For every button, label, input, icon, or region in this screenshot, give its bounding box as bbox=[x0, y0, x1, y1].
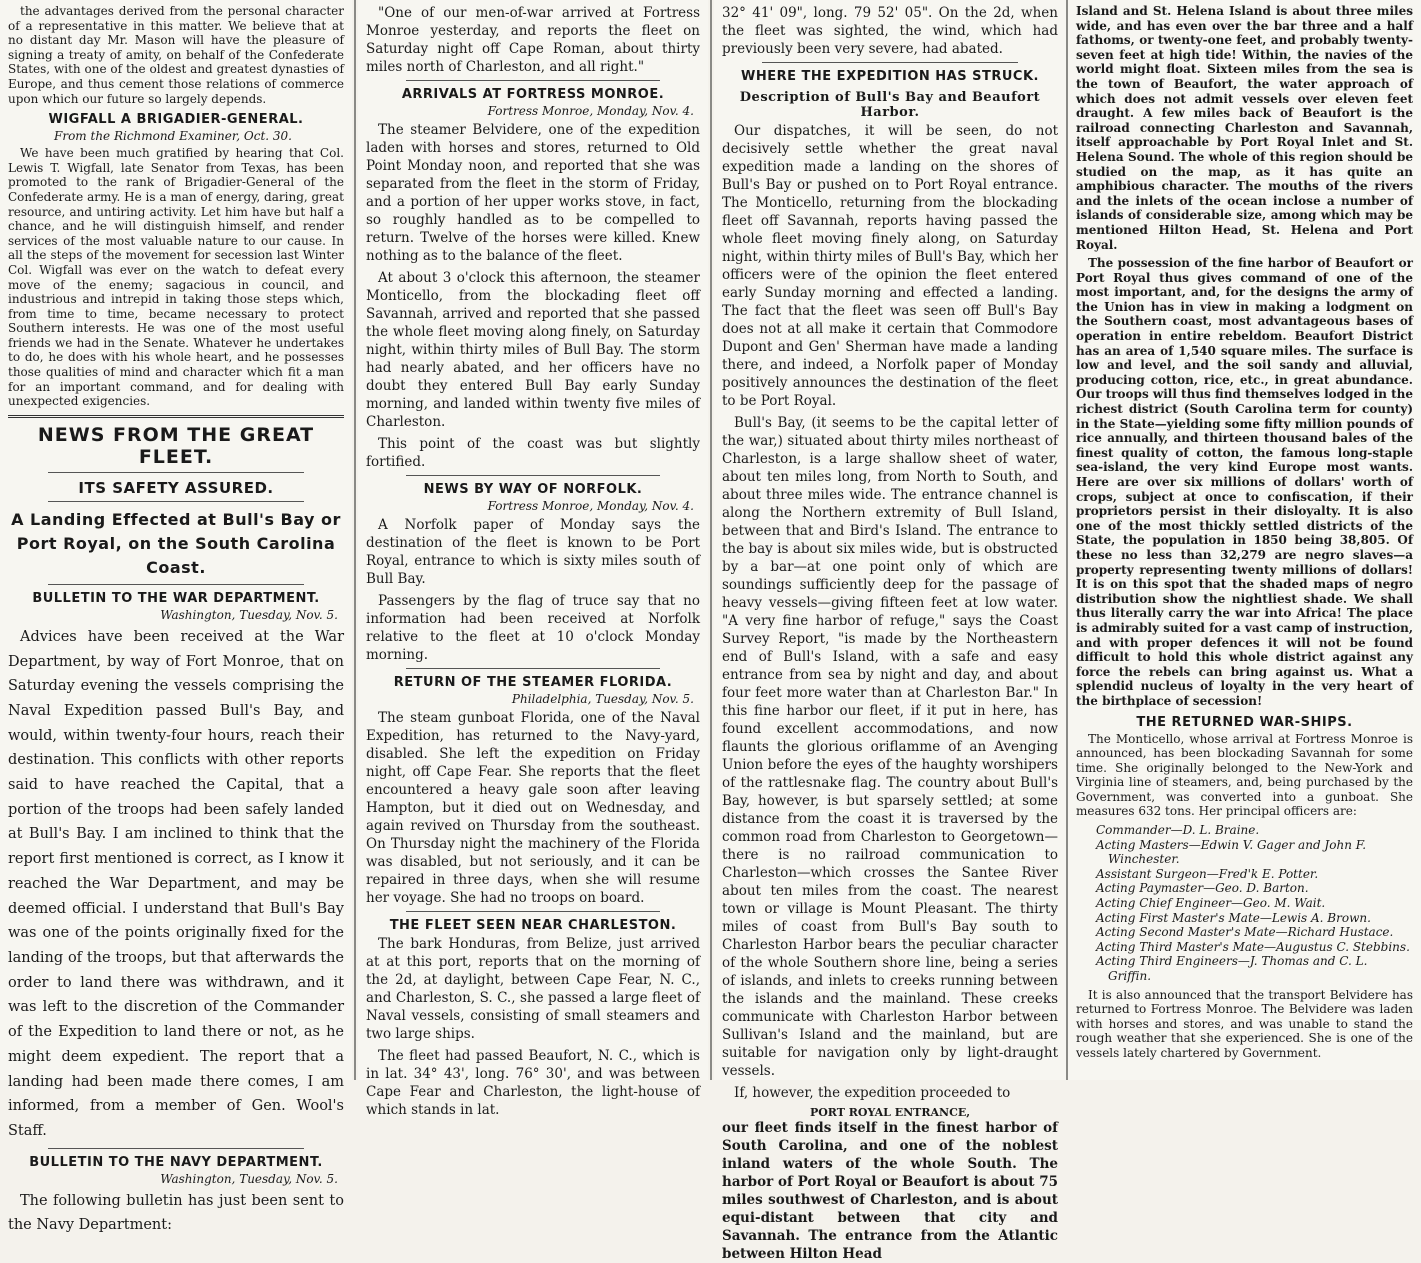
bulletin-war-dateline: Washington, Tuesday, Nov. 5. bbox=[160, 607, 338, 622]
wigfall-article: We have been much gratified by hearing that Col. Lewis T. Wigfall, late Senator from Texas, has been promoted to the rank of Brigadier-General of the Confederate army. He is a man of energy, daring, great resource, and untiring activity. Let him have but half a chance, and he will distinguish himself, and render services of the most valuable nature to our cause. In all the steps of the movement for secession last Winter Col. Wigfall was ever on the watch to defeat every move of the enemy; sagacious in council, and industrious and intrepid in taking those steps which, from time to time, became necessary to protect Southern interests. He was one of the most useful friends we had in the Senate. Whatever he undertakes to do, he does with his whole heart, and he possesses those qualities of mind and character which fit a man for an important command, and for dealing with unexpected exigencies. bbox=[8, 146, 344, 409]
arrivals-paragraph-2: At about 3 o'clock this afternoon, the steamer Monticello, from the blockading fleet off Savannah, arrived and reported that she passed the whole fleet moving along finely, on Saturday night, within thirty miles of Bull Bay. The storm had nearly abated, and her officers have no doubt they entered Bull Bay early Sunday morning, and landed within twenty five miles of Charleston. bbox=[366, 270, 700, 430]
arrivals-headline: ARRIVALS AT FORTRESS MONROE. bbox=[401, 87, 665, 102]
officer-entry: Acting Third Master's Mate—Augustus C. Stebbins. bbox=[1096, 939, 1410, 954]
sub-headline: ITS SAFETY ASSURED. bbox=[78, 478, 274, 497]
arrivals-dateline: Fortress Monroe, Monday, Nov. 4. bbox=[487, 104, 694, 118]
column-2 bbox=[358, 0, 708, 1118]
florida-article: The steam gunboat Florida, one of the Naval Expedition, has returned to the Navy-yard, disabled. She left the expedition on Friday night, off Cape Fear. She reports that the fleet encountered a heavy gale soon after leaving Hampton, but it died out on Wednesday, and again revived on Thursday from the southeast. On Thursday night the machinery of the Florida was disabled, but not seriously, and it can be repaired in three days, when she will resume her voyage. She had no troops on board. bbox=[366, 710, 700, 906]
main-headline: NEWS FROM THE GREAT FLEET. bbox=[37, 423, 315, 468]
bulletin-navy-article: The following bulletin has just been sent to the Navy Department: bbox=[8, 1192, 344, 1234]
wigfall-headline: WIGFALL A BRIGADIER-GENERAL. bbox=[48, 112, 304, 128]
divider bbox=[8, 415, 344, 418]
norfolk-headline: NEWS BY WAY OF NORFOLK. bbox=[423, 482, 643, 497]
struck-paragraph-3: If, however, the expedition proceeded to bbox=[734, 1085, 1011, 1101]
struck-paragraph-2: Bull's Bay, (it seems to be the capital letter of the war,) situated about thirty miles northeast of Charleston, is a large shallow sheet of water, about ten miles long, from North to South, and about three miles wide. The entrance channel is along the Northern extremity of Bull Island, between that and Bird's Island. The entrance to the bay is about six miles wide, but is obstructed by a bar—at one point only of which are soundings sufficiently deep for the passage of heavy vessels—giving fifteen feet at low water. "A very fine harbor of refuge," says the Coast Survey Report, "is made by the Northeastern end of Bull's Island, with a safe and easy entrance from sea by night and day, and about four feet more water than at Charleston Bar." In this fine harbor our fleet, if it put in here, has found excellent accommodations, and now flaunts the glorious oriflamme of an Avenging Union before the eyes of the haughty worshipers of the rattlesnake flag. The country about Bull's Bay, however, is but sparsely settled; at some distance from the coast it is traversed by the common road from Charleston to Georgetown—there is no railroad communication to Charleston—which crosses the Santee River about ten miles from the coast. The nearest town or village is Mount Pleasant. The thirty miles of coast from Bull's Bay south to Charleston Harbor bears the peculiar character of the whole Southern shore line, being a series of islands, and inlets to creeks running between the islands and the mainland. These creeks communicate with Charleston Harbor between Sullivan's Island and the mainland, but are suitable for navigation only by light-draught vessels. bbox=[722, 415, 1058, 1079]
officer-entry: Commander—D. L. Braine. bbox=[1096, 823, 1260, 838]
bulletin-navy-headline: BULLETIN TO THE NAVY DEPARTMENT. bbox=[29, 1154, 323, 1170]
officers-list bbox=[1096, 823, 1413, 984]
struck-deck: Description of Bull's Bay and Beaufort Harbor. bbox=[739, 90, 1041, 120]
column-1 bbox=[0, 0, 352, 1234]
officer-entry: Acting Chief Engineer—Geo. M. Wait. bbox=[1096, 896, 1326, 911]
officer-entry: Acting Third Engineers—J. Thomas and C. L. Griffin. bbox=[1096, 954, 1368, 983]
divider bbox=[406, 668, 660, 669]
charleston-paragraph-2: The fleet had passed Beaufort, N. C., which is in lat. 34° 43', long. 76° 30', and was between Cape Fear and Charleston, the light-house of which stands in lat. bbox=[366, 1048, 700, 1118]
divider bbox=[48, 1148, 304, 1149]
officer-entry: Acting Masters—Edwin V. Gager and John F. Winchester. bbox=[1096, 837, 1367, 867]
norfolk-paragraph-1: A Norfolk paper of Monday says the destination of the fleet is known to be Port Royal, entrance to which is sixty miles south of Bull Bay. bbox=[366, 517, 700, 587]
divider bbox=[48, 472, 304, 473]
divider bbox=[406, 475, 660, 476]
column-rule bbox=[354, 0, 356, 1080]
bulletin-war-headline: BULLETIN TO THE WAR DEPARTMENT. bbox=[32, 590, 320, 606]
column-4 bbox=[1068, 0, 1421, 1080]
returned-headline: THE RETURNED WAR-SHIPS. bbox=[1136, 714, 1353, 730]
struck-paragraph-1: Our dispatches, it will be seen, do not decisively settle whether the great naval expedition made a landing on the shores of Bull's Bay or pushed on to Port Royal entrance. The Monticello, returning from the blockading fleet off Savannah, reports having passed the whole fleet moving finely along, on Saturday night, within thirty miles of Bull's Bay, which her officers were of the opinion the fleet entered early Sunday morning and effected a landing. The fact that the fleet was seen off Bull's Bay does not at all make it certain that Commodore Dupont and Gen' Sherman have made a landing there, and indeed, a Norfolk paper of Monday positively announces the destination of the fleet to be Port Royal. bbox=[722, 123, 1058, 409]
florida-headline: RETURN OF THE STEAMER FLORIDA. bbox=[393, 675, 673, 690]
officer-entry: Acting First Master's Mate—Lewis A. Brown. bbox=[1096, 910, 1371, 925]
port-royal-subhead: PORT ROYAL ENTRANCE, bbox=[809, 1106, 971, 1119]
officer-entry: Acting Paymaster—Geo. D. Barton. bbox=[1096, 881, 1309, 896]
norfolk-paragraph-2: Passengers by the flag of truce say that no information had been received at Norfolk relative to the fleet at 10 o'clock Monday morning. bbox=[366, 593, 700, 663]
wigfall-source: From the Richmond Examiner, Oct. 30. bbox=[54, 129, 292, 144]
divider bbox=[762, 62, 1018, 63]
coordinates-paragraph: 32° 41' 09", long. 79 52' 05". On the 2d, when the fleet was sighted, the wind, which had previously been very severe, had abated. bbox=[722, 5, 1058, 57]
column-3 bbox=[714, 0, 1066, 1262]
florida-dateline: Philadelphia, Tuesday, Nov. 5. bbox=[511, 692, 694, 706]
officer-entry: Acting Second Master's Mate—Richard Hustace. bbox=[1096, 925, 1394, 940]
charleston-headline: THE FLEET SEEN NEAR CHARLESTON. bbox=[389, 918, 677, 933]
struck-headline: WHERE THE EXPEDITION HAS STRUCK. bbox=[741, 69, 1039, 84]
bulletin-navy-dateline: Washington, Tuesday, Nov. 5. bbox=[160, 1171, 338, 1186]
deck-headline: A Landing Effected at Bull's Bay or Port Royal, on the South Carolina Coast. bbox=[11, 509, 341, 577]
divider bbox=[406, 80, 660, 81]
mason-paragraph: the advantages derived from the personal character of a representative in this matter. We believe that at no distant day Mr. Mason will have the pleasure of signing a treaty of amity, on behalf of the Confederate States, with one of the oldest and greatest dynasties of Europe, and thus cement those relations of commerce upon which our future so largely depends. bbox=[8, 4, 344, 106]
charleston-paragraph-1: The bark Honduras, from Belize, just arrived at at this port, reports that on the morning of the 2d, at daylight, between Cape Fear, N. C., and Charleston, S. C., she passed a large fleet of Naval vessels, consisting of small steamers and two large ships. bbox=[366, 936, 700, 1042]
officer-entry: Assistant Surgeon—Fred'k E. Potter. bbox=[1096, 866, 1319, 881]
arrivals-paragraph-3: This point of the coast was but slightly fortified. bbox=[366, 436, 700, 470]
beaufort-paragraph-1: Island and St. Helena Island is about three miles wide, and has even over the bar three and a half fathoms, or twenty-one feet, and probably twenty-seven feet at high tide! Within, the navies of the world might float. Sixteen miles from the sea is the town of Beaufort, the water approach of which does not admit vessels over eleven feet draught. A few miles back of Beaufort is the railroad connecting Charleston and Savannah, itself approachable by Port Royal Inlet and St. Helena Sound. The whole of this region should be studied on the map, as it has quite an amphibious character. The mouths of the rivers and the inlets of the ocean inclose a number of islands of considerable size, among which may be mentioned Hilton Head, St. Helena and Port Royal. bbox=[1076, 4, 1413, 252]
divider bbox=[406, 911, 660, 912]
bulletin-war-article: Advices have been received at the War Department, by way of Fort Monroe, that on Saturday evening the vessels comprising the Naval Expedition passed Bull's Bay, and would, within twenty-four hours, reach their destination. This conflicts with other reports said to have reached the Capital, that a portion of the troops had been safely landed at Bull's Bay. I am inclined to think that the report first mentioned is correct, as I know it reached the War Department, and may be deemed official. I understand that Bull's Bay was one of the points originally fixed for the landing of the troops, but that afterwards the order to land there was withdrawn, and it was left to the discretion of the Commander of the Expedition to land there or not, as he might deem expedient. The report that a landing had been made there comes, I am informed, from a member of Gen. Wool's Staff. bbox=[8, 628, 344, 1139]
beaufort-paragraph-2: The possession of the fine harbor of Beaufort or Port Royal thus gives command of one of the most important, and, for the designs the army of the Union has in view in making a lodgment on the Southern coast, most advantageous bases of operation in entire rebeldom. Beaufort District has an area of 1,540 square miles. The surface is low and level, and the soil sandy and alluvial, producing cotton, rice, etc., in great abundance. Our troops will thus find themselves lodged in the richest district (South Carolina term for county) in the State—yielding some fifty million pounds of rice annually, and thirteen thousand bales of the finest quality of cotton, the famous long-staple sea-island, the very kind Europe most wants. Here are over six millions of dollars' worth of crops, subject at once to confiscation, if their proprietors persist in their disloyalty. It is also one of the most thickly settled districts of the State, the population in 1850 being 38,805. Of these no less than 32,279 are negro slaves—a property representing twenty millions of dollars! It is on this spot that the shaded maps of negro distribution show the nightliest shade. We shall thus literally carry the war into Africa! The place is admirably suited for a vast camp of instruction, and with proper defences it will not be found difficult to hold this whole district against any force the rebels can bring against us. What a splendid nucleus of loyalty in the very heart of the birthplace of secession! bbox=[1076, 256, 1414, 708]
divider bbox=[48, 584, 304, 585]
divider bbox=[48, 501, 304, 502]
struck-paragraph-4: our fleet finds itself in the finest harbor of South Carolina, and one of the noblest inland waters of the whole South. The harbor of Port Royal or Beaufort is about 75 miles southwest of Charleston, and is about equi-distant between that city and Savannah. The entrance from the Atlantic between Hilton Head bbox=[722, 1120, 1058, 1262]
quote-paragraph: "One of our men-of-war arrived at Fortress Monroe yesterday, and reports the fleet on Saturday night off Cape Roman, about thirty miles north of Charleston, and all right." bbox=[366, 5, 700, 75]
returned-paragraph-1: The Monticello, whose arrival at Fortress Monroe is announced, has been blockading Savannah for some time. She originally belonged to the New-York and Virginia line of steamers, and, being purchased by the Government, was converted into a gunboat. She measures 632 tons. Her principal officers are: bbox=[1076, 731, 1413, 819]
column-rule bbox=[710, 0, 712, 1080]
norfolk-dateline: Fortress Monroe, Monday, Nov. 4. bbox=[487, 499, 694, 513]
returned-paragraph-2: It is also announced that the transport Belvidere has returned to Fortress Monroe. The Belvidere was laden with horses and stores, and was unable to stand the rough weather that she experienced. She is one of the vessels lately chartered by Government. bbox=[1076, 987, 1413, 1060]
arrivals-paragraph-1: The steamer Belvidere, one of the expedition laden with horses and stores, returned to Old Point Monday noon, and reported that she was separated from the fleet in the storm of Friday, and a portion of her upper works stove, in fact, so roughly handled as to be compelled to return. Twelve of the horses were killed. Knew nothing as to the balance of the fleet. bbox=[366, 122, 700, 264]
